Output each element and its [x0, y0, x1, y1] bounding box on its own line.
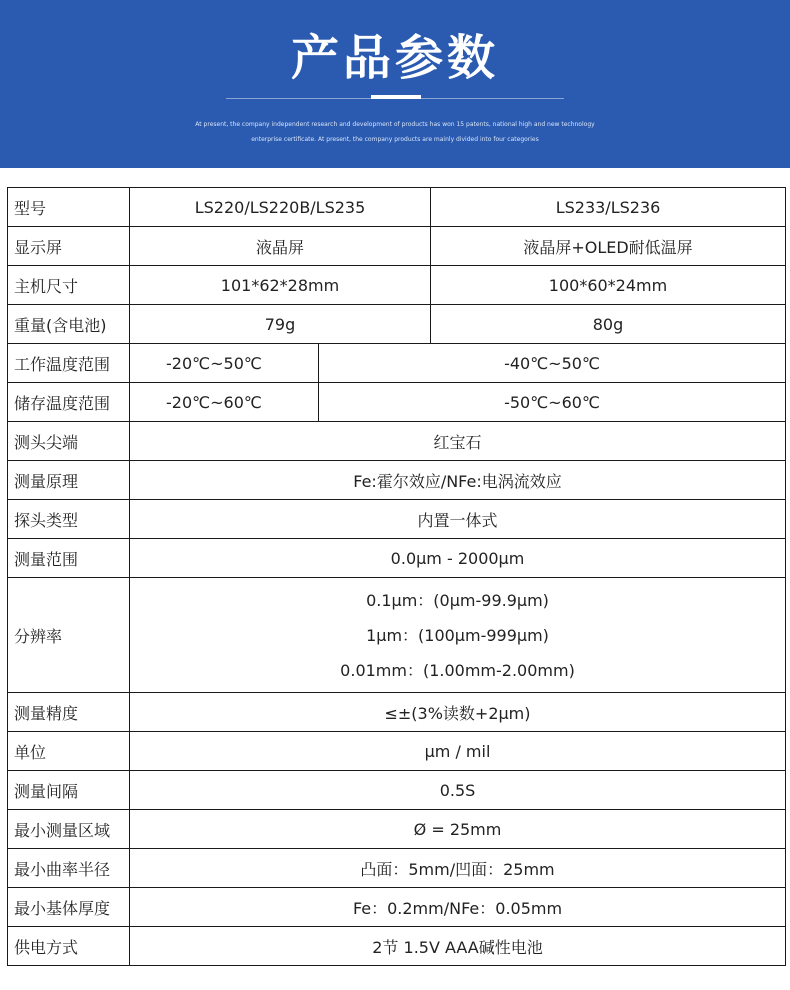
table-row	[8, 383, 786, 422]
cell-weight-b: 80g	[431, 305, 786, 344]
cell-storage-temp-b: -50℃~60℃	[319, 383, 786, 422]
row-label-power: 供电方式	[8, 927, 130, 966]
cell-display-b: 液晶屏+OLED耐低温屏	[431, 227, 786, 266]
row-label-work-temp: 工作温度范围	[8, 344, 130, 383]
cell-model-a: LS220/LS220B/LS235	[130, 188, 431, 227]
row-label-resolution: 分辨率	[8, 578, 130, 693]
cell-work-temp-b: -40℃~50℃	[319, 344, 786, 383]
table-row	[8, 693, 786, 732]
table-row	[8, 188, 786, 227]
row-label-principle: 测量原理	[8, 461, 130, 500]
table-row	[8, 888, 786, 927]
row-label-storage-temp: 储存温度范围	[8, 383, 130, 422]
table-row	[8, 771, 786, 810]
row-label-min-radius: 最小曲率半径	[8, 849, 130, 888]
table-row	[8, 578, 786, 693]
cell-tip: 红宝石	[130, 422, 786, 461]
table-row	[8, 227, 786, 266]
row-label-interval: 测量间隔	[8, 771, 130, 810]
resolution-line: 0.1μm：(0μm-99.9μm)	[366, 590, 549, 610]
resolution-line: 1μm：(100μm-999μm)	[366, 625, 549, 645]
row-label-range: 测量范围	[8, 539, 130, 578]
table-row	[8, 500, 786, 539]
cell-min-radius: 凸面：5mm/凹面：25mm	[130, 849, 786, 888]
table-row	[8, 461, 786, 500]
table-row	[8, 305, 786, 344]
table-row	[8, 927, 786, 966]
row-label-model: 型号	[8, 188, 130, 227]
cell-interval: 0.5S	[130, 771, 786, 810]
row-label-accuracy: 测量精度	[8, 693, 130, 732]
cell-range: 0.0μm - 2000μm	[130, 539, 786, 578]
spec-table	[7, 187, 786, 966]
cell-resolution	[130, 578, 786, 693]
header-subtitle-line-1: At present, the company independent research and development of products has won 15 patents, national high and new technology	[195, 121, 595, 128]
row-label-tip: 测头尖端	[8, 422, 130, 461]
table-row	[8, 810, 786, 849]
table-row	[8, 849, 786, 888]
cell-model-b: LS233/LS236	[431, 188, 786, 227]
row-label-display: 显示屏	[8, 227, 130, 266]
cell-size-a: 101*62*28mm	[130, 266, 431, 305]
cell-power: 2节 1.5V AAA碱性电池	[130, 927, 786, 966]
header-banner	[0, 0, 790, 168]
row-label-size: 主机尺寸	[8, 266, 130, 305]
row-label-unit: 单位	[8, 732, 130, 771]
table-row	[8, 539, 786, 578]
row-label-weight: 重量(含电池)	[8, 305, 130, 344]
cell-unit: μm / mil	[130, 732, 786, 771]
cell-min-area: Ø = 25mm	[130, 810, 786, 849]
cell-work-temp-a: -20℃~50℃	[130, 344, 319, 383]
table-row	[8, 266, 786, 305]
cell-probe-type: 内置一体式	[130, 500, 786, 539]
row-label-min-area: 最小测量区域	[8, 810, 130, 849]
table-row	[8, 732, 786, 771]
cell-principle: Fe:霍尔效应/NFe:电涡流效应	[130, 461, 786, 500]
cell-weight-a: 79g	[130, 305, 431, 344]
row-label-probe-type: 探头类型	[8, 500, 130, 539]
cell-size-b: 100*60*24mm	[431, 266, 786, 305]
table-row	[8, 344, 786, 383]
cell-min-thickness: Fe：0.2mm/NFe：0.05mm	[130, 888, 786, 927]
row-label-min-thickness: 最小基体厚度	[8, 888, 130, 927]
cell-accuracy: ≤±(3%读数+2μm)	[130, 693, 786, 732]
cell-storage-temp-a: -20℃~60℃	[130, 383, 319, 422]
resolution-line: 0.01mm：(1.00mm-2.00mm)	[340, 660, 575, 680]
table-row	[8, 422, 786, 461]
divider-accent-bar	[371, 95, 421, 99]
page-title: 产品参数	[290, 30, 499, 86]
header-subtitle-line-2: enterprise certificate. At present, the company products are mainly divided into four categories	[251, 136, 539, 143]
cell-display-a: 液晶屏	[130, 227, 431, 266]
